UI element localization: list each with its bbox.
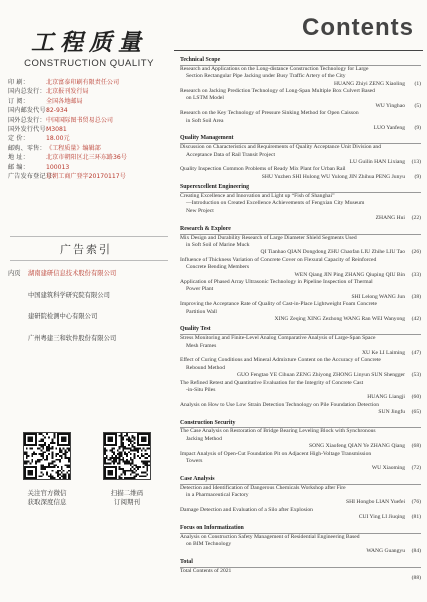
article-byline — [180, 294, 421, 301]
article-page-number: (38) — [411, 293, 421, 300]
advertiser-item — [8, 333, 168, 355]
toc-section-title: Research & Explore — [180, 226, 421, 235]
toc-section-title: Technical Scope — [180, 57, 421, 66]
article-authors: SUN Jingfu — [378, 409, 405, 416]
toc-article[interactable] — [180, 144, 421, 166]
article-byline — [180, 103, 421, 110]
table-of-contents — [180, 54, 421, 582]
article-title-line: Total Contents of 2021 — [180, 567, 232, 574]
article-byline — [180, 575, 421, 582]
article-page-number: (88) — [411, 574, 421, 581]
article-title-line: Damage Detection and Evaluation of a Silo after Explosion — [180, 506, 313, 513]
article-authors: LU Guilin HAN Lixiang — [349, 159, 405, 166]
article-byline — [180, 350, 421, 357]
qr-caption-line: 订阅期刊 — [114, 498, 140, 506]
subscribe-qr-code[interactable] — [103, 432, 151, 480]
article-authors: XU Ke LI Laiming — [361, 349, 405, 356]
article-title-line: Influence of Thickness Variation of Concrete Cover on Flexural Capacity of Reinforced — [180, 256, 377, 263]
article-byline — [180, 272, 421, 279]
toc-article[interactable] — [180, 66, 421, 88]
article-title-line: New Project — [186, 207, 214, 214]
article-byline — [180, 409, 421, 416]
article-authors: GUO Fengtao YE Cihuan ZENG Zhiyong ZHONG Linyun SUN Shengger — [236, 372, 405, 379]
article-title-line: Mix Design and Durability Research of Large Diameter Shield Segments Used — [180, 234, 357, 241]
article-title-line: Stress Monitoring and Finite-Level Analog Comparative Analysis of Large-Span Space — [180, 335, 376, 342]
article-authors: SHU Yuzhen SHI Hulong WU Yulong JIN Zhihua PENG Junyu — [261, 173, 405, 180]
advertising-index-list — [8, 268, 168, 354]
toc-article[interactable] — [180, 301, 421, 323]
article-title-line: Rebound Method — [186, 364, 225, 371]
imprint-row — [8, 106, 170, 115]
imprint-label: 邮购、零售： — [8, 144, 46, 152]
article-authors: WU Yinghao — [375, 102, 405, 109]
qr-code-row — [22, 432, 152, 507]
contents-heading: Contents — [302, 14, 414, 41]
article-authors: ZHANG Hui — [375, 215, 405, 222]
article-page-number: (9) — [414, 173, 421, 180]
qr-caption-line: 扫描二维码 — [110, 489, 144, 497]
toc-article[interactable] — [180, 335, 421, 357]
article-authors: CUI Ying LI Jiuqing — [358, 514, 405, 521]
imprint-label: 国内邮发代号： — [8, 107, 53, 115]
imprint-value: 全国各地邮局 — [46, 97, 83, 105]
imprint-info — [8, 78, 170, 181]
toc-article[interactable] — [180, 534, 421, 556]
toc-article[interactable] — [180, 166, 421, 181]
article-authors: XING Zeqing XING Zezhong WANG Ran WEI Wanyong — [274, 315, 405, 322]
imprint-label: 广告发布登记号： — [8, 173, 59, 181]
article-page-number: (81) — [411, 514, 421, 521]
imprint-row — [8, 153, 170, 162]
qr-caption-line: 关注官方微信 — [27, 489, 67, 497]
imprint-value: 北京报刊发行局 — [46, 88, 89, 96]
article-byline — [180, 215, 421, 222]
article-title-line: Research and Applications on the Long-distance Construction Technology for Large — [180, 65, 369, 72]
article-page-number: (5) — [414, 102, 421, 109]
article-byline — [180, 81, 421, 88]
advertiser-page-label — [8, 290, 28, 312]
toc-section-title: Construction Security — [180, 420, 421, 429]
toc-section-title: Case Analysis — [180, 476, 421, 485]
imprint-value: M3081 — [46, 126, 67, 134]
article-title-line: Power Plant — [186, 286, 214, 293]
article-title-line: Section Rectangular Pipe Jacking under Busy Traffic Artery of the City — [186, 73, 346, 80]
toc-article[interactable] — [180, 235, 421, 257]
toc-article[interactable] — [180, 485, 421, 507]
contents-header — [232, 12, 422, 44]
article-title-line: Improving the Acceptance Rate of Quality of Cast-in-Place Lightweight Foam Concrete — [180, 301, 377, 308]
toc-section-title: Quality Management — [180, 135, 421, 144]
advertiser-name: 广州粤建三和软件股份有限公司 — [28, 334, 117, 342]
article-title-line: Partition Wall — [186, 308, 217, 315]
article-page-number: (47) — [411, 349, 421, 356]
article-byline — [180, 125, 421, 132]
article-title-line: Acceptance Data of Rail Transit Project — [186, 151, 276, 158]
advertiser-name: 建研院检测中心有限公司 — [28, 313, 98, 320]
article-byline — [180, 548, 421, 555]
article-authors: SONG Xiaofeng QIAN Ye ZHANG Qiang — [308, 443, 405, 450]
advertiser-page-label: 内页 — [8, 270, 21, 277]
imprint-row — [8, 125, 170, 134]
article-authors: HUANG Zhiyi ZENG Xiaoling — [333, 80, 405, 87]
article-authors: SHI Hongbo LIAN Yuefei — [346, 499, 405, 506]
imprint-value: 82-934 — [46, 107, 68, 115]
article-title-line: Discussion on Characteristics and Requirements of Quality Acceptance Unit Division and — [180, 144, 382, 151]
imprint-row — [8, 78, 170, 87]
article-title-line: Detection and Identification of Dangerous Chemicals Workshop after Fire — [180, 484, 346, 491]
advertiser-name: 中国建筑科学研究院有限公司 — [28, 291, 110, 299]
imprint-label: 国内总发行： — [8, 88, 46, 96]
imprint-value: 中国国际图书贸易总公司 — [46, 116, 114, 124]
article-byline — [180, 174, 421, 181]
imprint-value: 北京富泰印刷有限责任公司 — [46, 79, 120, 86]
article-title-line: Towers — [186, 458, 203, 465]
imprint-label: 定 价： — [8, 135, 30, 143]
article-page-number: (33) — [411, 271, 421, 278]
article-title-line: Analysis on Construction Safety Management of Residential Engineering Based — [180, 533, 360, 540]
toc-article[interactable] — [180, 257, 421, 279]
advertiser-item — [8, 268, 168, 290]
article-title-line: Quality Inspection Common Problems of Ready Mix Plant for Urban Rail — [180, 166, 346, 173]
imprint-value: 北京市朝阳区北三环东路36号 — [46, 154, 127, 162]
journal-brand — [14, 24, 164, 69]
article-title-line: The Case Analysis on Restoration of Bridge Bearing Leveling Block with Synchronous — [180, 428, 376, 435]
article-title-line: Mesh Frames — [186, 342, 217, 349]
imprint-row — [8, 134, 170, 143]
article-authors: WU Xiaoming — [371, 465, 405, 472]
imprint-label: 订 阅： — [8, 97, 30, 105]
article-title-line: Research on Jacking Prediction Technology of Long-Span Multiple Box Culvert Based — [180, 88, 375, 95]
imprint-row — [8, 144, 170, 153]
article-title-line: Impact Analysis of Open-Cut Foundation Pit on Adjacent High-Voltage Transmission — [180, 450, 372, 457]
article-page-number: (22) — [411, 215, 421, 222]
article-byline — [180, 316, 421, 323]
imprint-row — [8, 163, 170, 172]
article-byline — [180, 249, 421, 256]
toc-article[interactable] — [180, 88, 421, 110]
article-byline — [180, 499, 421, 506]
imprint-label: 邮 编： — [8, 163, 30, 171]
qr-block-subscribe — [102, 432, 152, 507]
advertiser-item — [8, 311, 168, 333]
toc-section-title: Total — [180, 559, 421, 568]
qr-block-wechat — [22, 432, 72, 507]
toc-article[interactable] — [180, 357, 421, 379]
article-byline — [180, 394, 421, 401]
toc-article[interactable] — [180, 568, 421, 583]
advertiser-page-label — [8, 333, 28, 355]
advertiser-item — [8, 290, 168, 312]
article-page-number: (1) — [414, 80, 421, 87]
article-byline — [180, 443, 421, 450]
article-page-number: (26) — [411, 249, 421, 256]
journal-title-en: CONSTRUCTION QUALITY — [24, 58, 154, 69]
article-byline — [180, 372, 421, 379]
toc-section-title: Focus on Informatization — [180, 525, 421, 534]
advertising-index-title: 广告索引 — [60, 243, 112, 256]
article-title-line: Creating Excellence and Innovation and Light up “Fish of Shanghai” — [180, 193, 335, 200]
article-page-number: (13) — [411, 159, 421, 166]
qr-caption-line: 获取深度信息 — [27, 498, 67, 506]
imprint-value: 京朝工商广登字20170117号 — [46, 173, 126, 181]
header-rule — [174, 50, 423, 51]
qr-caption — [22, 489, 72, 507]
article-byline — [180, 465, 421, 472]
article-page-number: (65) — [411, 409, 421, 416]
divider — [10, 236, 168, 237]
toc-section-title: Quality Test — [180, 326, 421, 335]
toc-article[interactable] — [180, 451, 421, 473]
article-title-line: Application of Phased Array Ultrasonic Technology in Pipeline Inspection of Thermal — [180, 278, 373, 285]
imprint-row — [8, 172, 170, 181]
article-page-number: (68) — [411, 443, 421, 450]
article-title-line: The Refined Retest and Quantitative Evaluation for the Integrity of Concrete Cast — [180, 379, 364, 386]
article-title-line: Analysis on How to Use Low Strain Detection Technology on Pile Foundation Detection — [180, 401, 379, 408]
imprint-row — [8, 97, 170, 106]
article-byline — [180, 159, 421, 166]
article-title-line: —Introduction on Created Excellence Achievements of Fengxian City Museum — [186, 200, 365, 207]
toc-article[interactable] — [180, 279, 421, 301]
qr-caption — [102, 489, 152, 507]
wechat-qr-code[interactable] — [23, 432, 71, 480]
toc-article[interactable] — [180, 110, 421, 132]
article-byline — [180, 514, 421, 521]
advertiser-page-label — [8, 311, 28, 333]
article-page-number: (72) — [411, 465, 421, 472]
imprint-label: 地 址： — [8, 154, 30, 162]
article-page-number: (9) — [414, 125, 421, 132]
imprint-label: 国外总发行： — [8, 116, 46, 124]
divider — [10, 260, 168, 261]
article-title-line: -in-Situ Piles — [186, 387, 216, 394]
article-title-line: on BIM Technology — [186, 540, 232, 547]
imprint-label: 印 刷： — [8, 79, 30, 86]
article-page-number: (53) — [411, 372, 421, 379]
article-title-line: Research on the Key Technology of Pressure Sinking Method for Open Caisson — [180, 110, 359, 117]
imprint-value: 100013 — [46, 163, 70, 171]
imprint-value: 《工程质量》编辑部 — [46, 144, 101, 152]
article-authors: WEN Qiang JIN Ping ZHANG Qiuping QIU Bin — [294, 271, 405, 278]
left-panel — [0, 0, 172, 602]
article-page-number: (42) — [411, 315, 421, 322]
article-page-number: (84) — [411, 548, 421, 555]
article-title-line: Effect of Curing Conditions and Mineral Admixture Content on the Accuracy of Concrete — [180, 357, 381, 364]
toc-section-title: Superexcellent Engineering — [180, 184, 421, 193]
article-title-line: Concrete Bending Members — [186, 264, 250, 271]
article-authors: LUO Yanfeng — [373, 125, 405, 132]
imprint-row — [8, 87, 170, 96]
article-page-number: (60) — [411, 394, 421, 401]
article-title-line: in a Pharmaceutical Factory — [186, 492, 249, 499]
journal-title-cn: 工程质量 — [31, 29, 147, 56]
article-page-number: (76) — [411, 499, 421, 506]
article-title-line: Jacking Method — [186, 435, 222, 442]
article-authors: QI Tianhao QIAN Dongdong ZHU Chaofan LIU Zhihe LIU Tao — [260, 249, 405, 256]
toc-article[interactable] — [180, 507, 421, 522]
article-authors: WANG Guangyu — [366, 548, 405, 555]
toc-article[interactable] — [180, 402, 421, 417]
advertiser-name: 湖南建研信息技术股份有限公司 — [28, 270, 117, 277]
article-title-line: on LSTM Model — [186, 95, 224, 102]
article-title-line: in Soft Soil Area — [186, 117, 224, 124]
toc-article[interactable] — [180, 428, 421, 450]
imprint-value: 18.00元 — [46, 135, 70, 143]
article-title-line: in Soft Soil of Marine Muck — [186, 241, 250, 248]
toc-article[interactable] — [180, 193, 421, 223]
article-authors: HUANG Liangji — [367, 394, 405, 401]
article-authors: SHI Lelong WANG Jun — [351, 293, 405, 300]
imprint-row — [8, 116, 170, 125]
imprint-label: 国外发行代号： — [8, 126, 53, 134]
toc-article[interactable] — [180, 380, 421, 402]
